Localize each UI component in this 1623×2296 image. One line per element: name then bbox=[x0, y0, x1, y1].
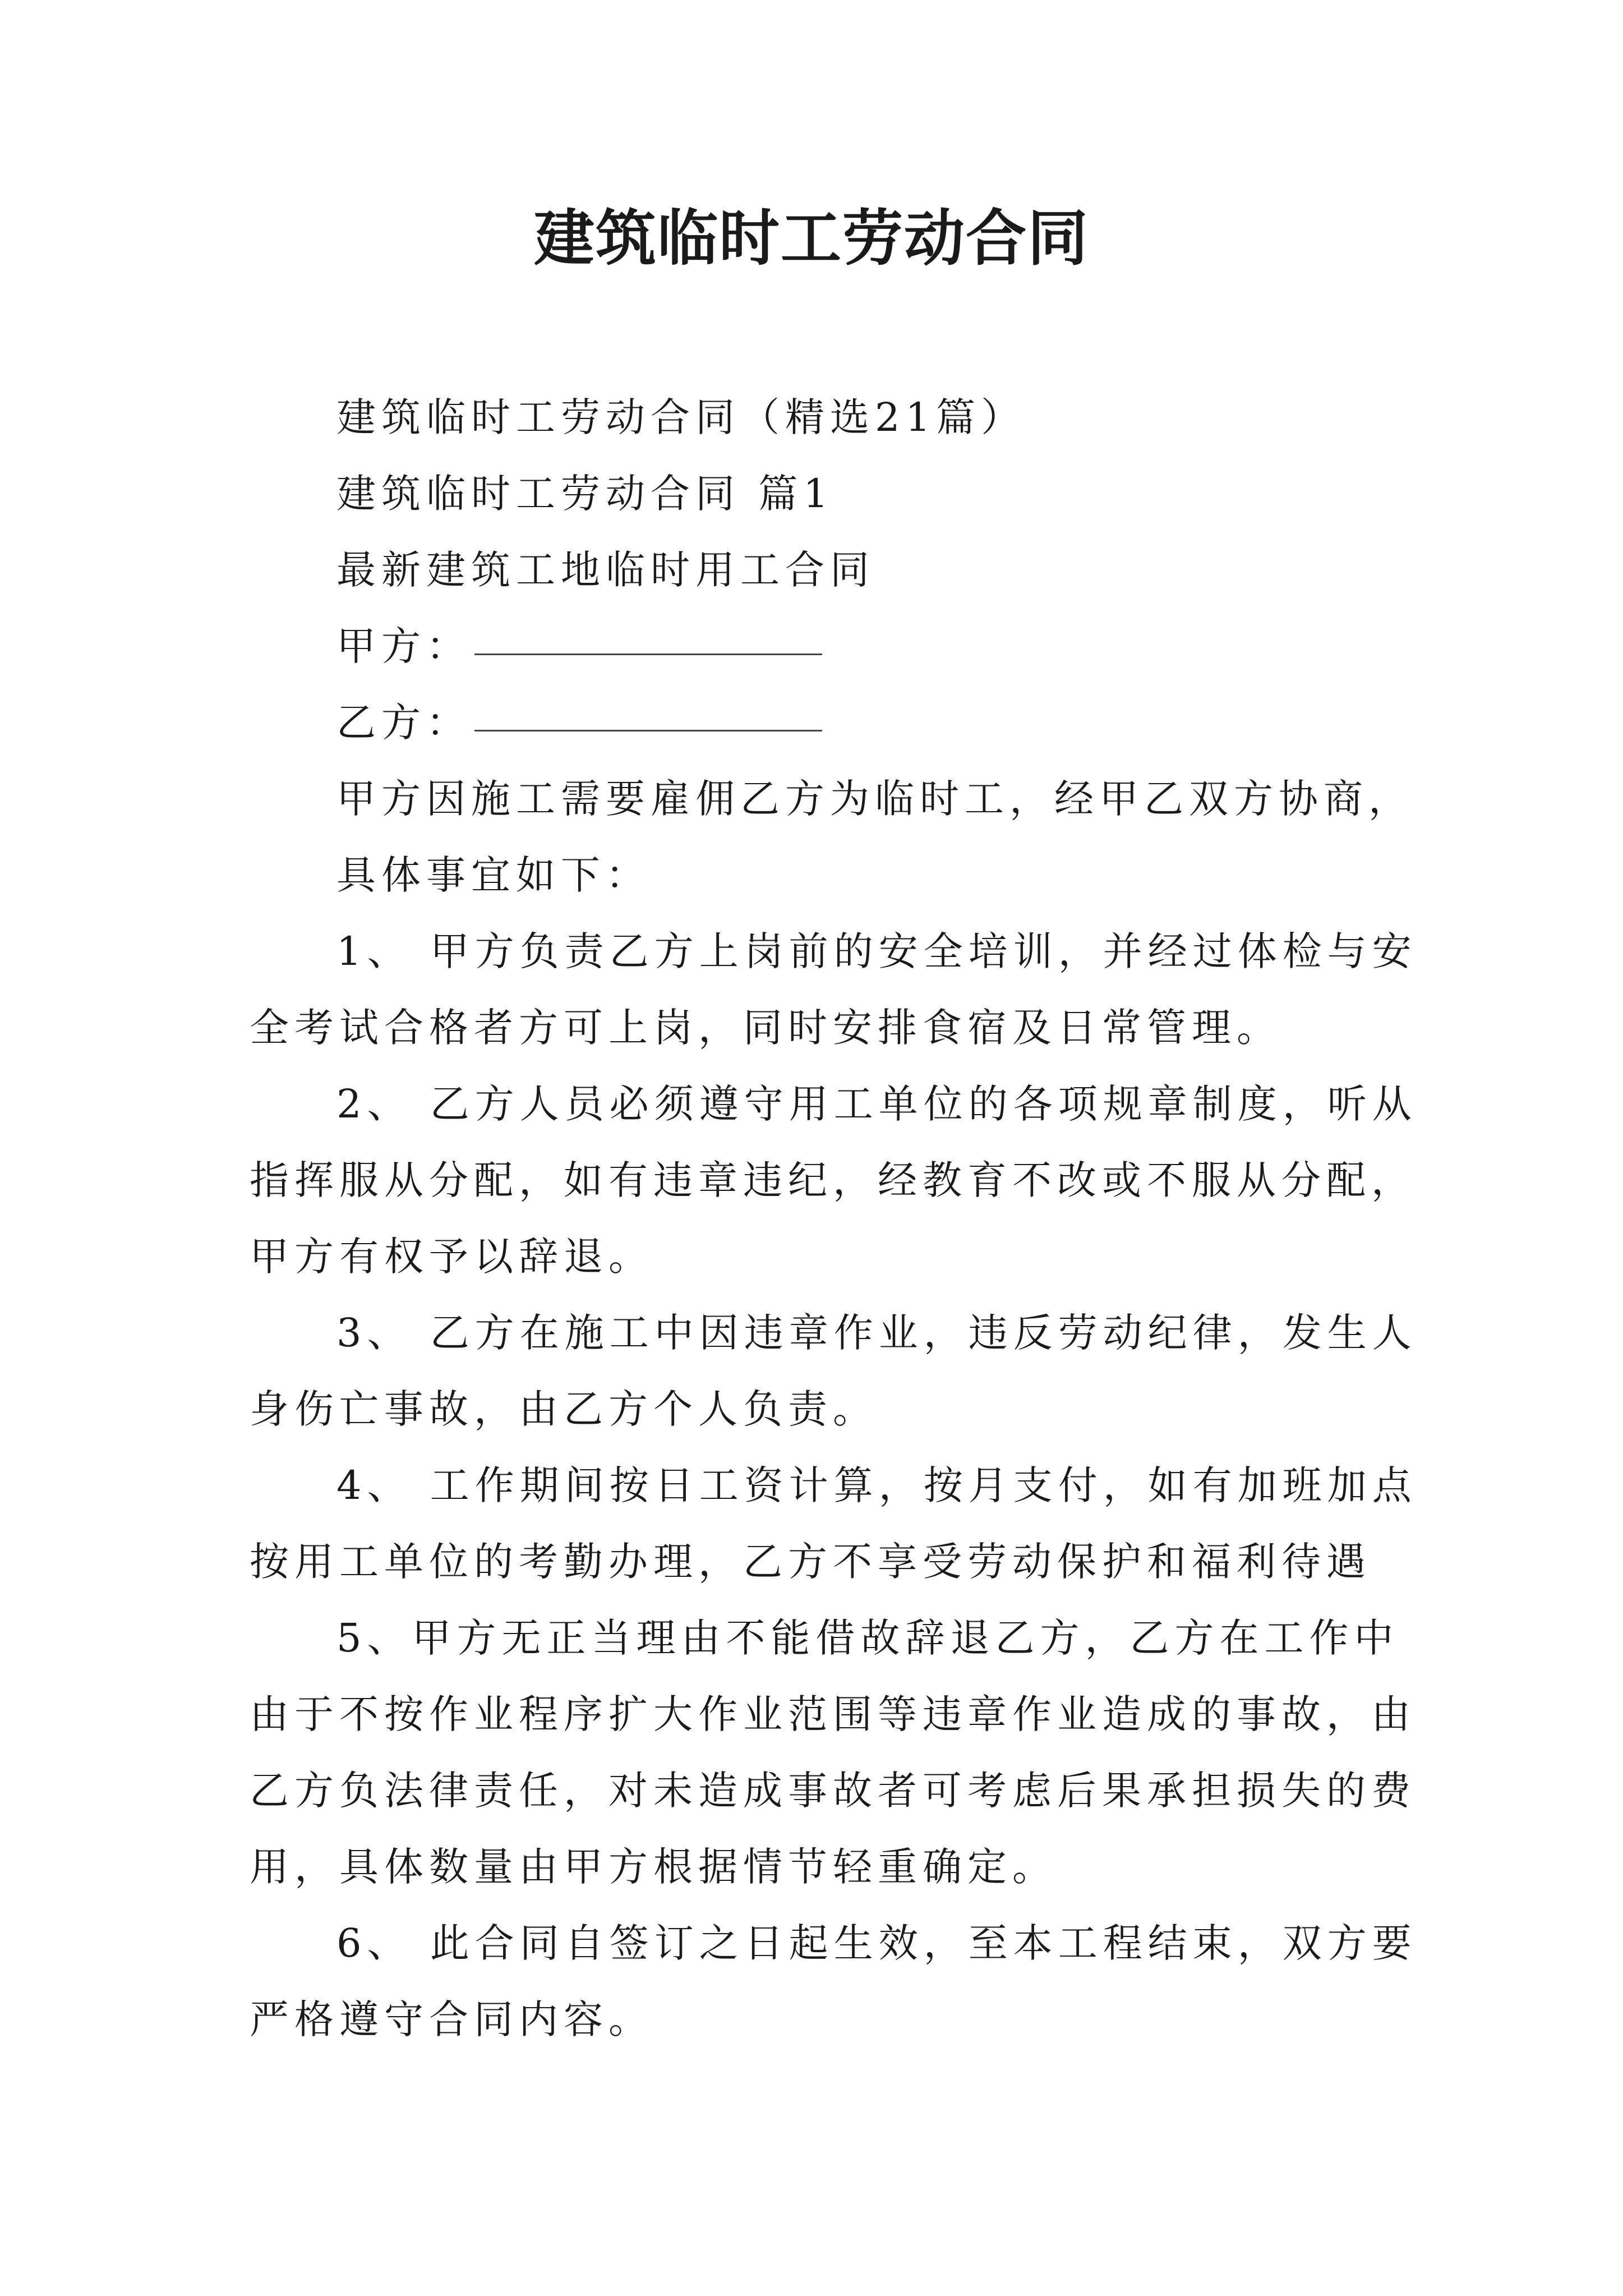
clause-5-line-1: 5、甲方无正当理由不能借故辞退乙方，乙方在工作中 bbox=[336, 1615, 1399, 1661]
clause-2-line-3: 甲方有权予以辞退。 bbox=[250, 1234, 653, 1280]
party-a-blank-field[interactable] bbox=[474, 654, 822, 655]
clause-6-line-1: 6、 此合同自签订之日起生效，至本工程结束，双方要 bbox=[336, 1920, 1417, 1966]
clause-2-line-2: 指挥服从分配，如有违章违纪，经教育不改或不服从分配， bbox=[250, 1157, 1416, 1203]
clause-3-line-2: 身伤亡事故，由乙方个人负责。 bbox=[250, 1386, 878, 1432]
party-b-line bbox=[336, 684, 822, 761]
clause-5-line-2: 由于不按作业程序扩大作业范围等违章作业造成的事故，由 bbox=[250, 1691, 1416, 1737]
clause-1-line-2: 全考试合格者方可上岗，同时安排食宿及日常管理。 bbox=[250, 1005, 1281, 1051]
clause-6-line-2: 严格遵守合同内容。 bbox=[250, 1996, 653, 2042]
section-heading: 建筑临时工劳动合同 篇1 bbox=[336, 471, 834, 517]
clause-5-line-4: 用，具体数量由甲方根据情节轻重确定。 bbox=[250, 1844, 1057, 1890]
intro-line-2: 具体事宜如下： bbox=[336, 852, 651, 898]
clause-4-line-1: 4、 工作期间按日工资计算，按月支付，如有加班加点 bbox=[336, 1462, 1417, 1508]
clause-2-line-1: 2、 乙方人员必须遵守用工单位的各项规章制度，听从 bbox=[336, 1081, 1417, 1127]
clause-5-line-3: 乙方负法律责任，对未造成事故者可考虑后果承担损失的费 bbox=[250, 1768, 1416, 1814]
clause-1-line-1: 1、 甲方负责乙方上岗前的安全培训，并经过体检与安 bbox=[336, 928, 1417, 974]
document-title: 建筑临时工劳动合同 bbox=[533, 203, 1089, 274]
clause-3-line-1: 3、 乙方在施工中因违章作业，违反劳动纪律，发生人 bbox=[336, 1310, 1417, 1356]
party-a-line bbox=[336, 608, 822, 684]
party-b-label: 乙方： bbox=[336, 700, 471, 746]
intro-line-1: 甲方因施工需要雇佣乙方为临时工，经甲乙双方协商， bbox=[336, 776, 1413, 822]
clause-4-line-2: 按用工单位的考勤办理，乙方不享受劳动保护和福利待遇 bbox=[250, 1539, 1371, 1585]
party-b-blank-field[interactable] bbox=[474, 730, 822, 731]
document-subtitle: 建筑临时工劳动合同（精选21篇） bbox=[336, 394, 1026, 440]
party-a-label: 甲方： bbox=[336, 623, 471, 669]
contract-name: 最新建筑工地临时用工合同 bbox=[336, 547, 875, 593]
